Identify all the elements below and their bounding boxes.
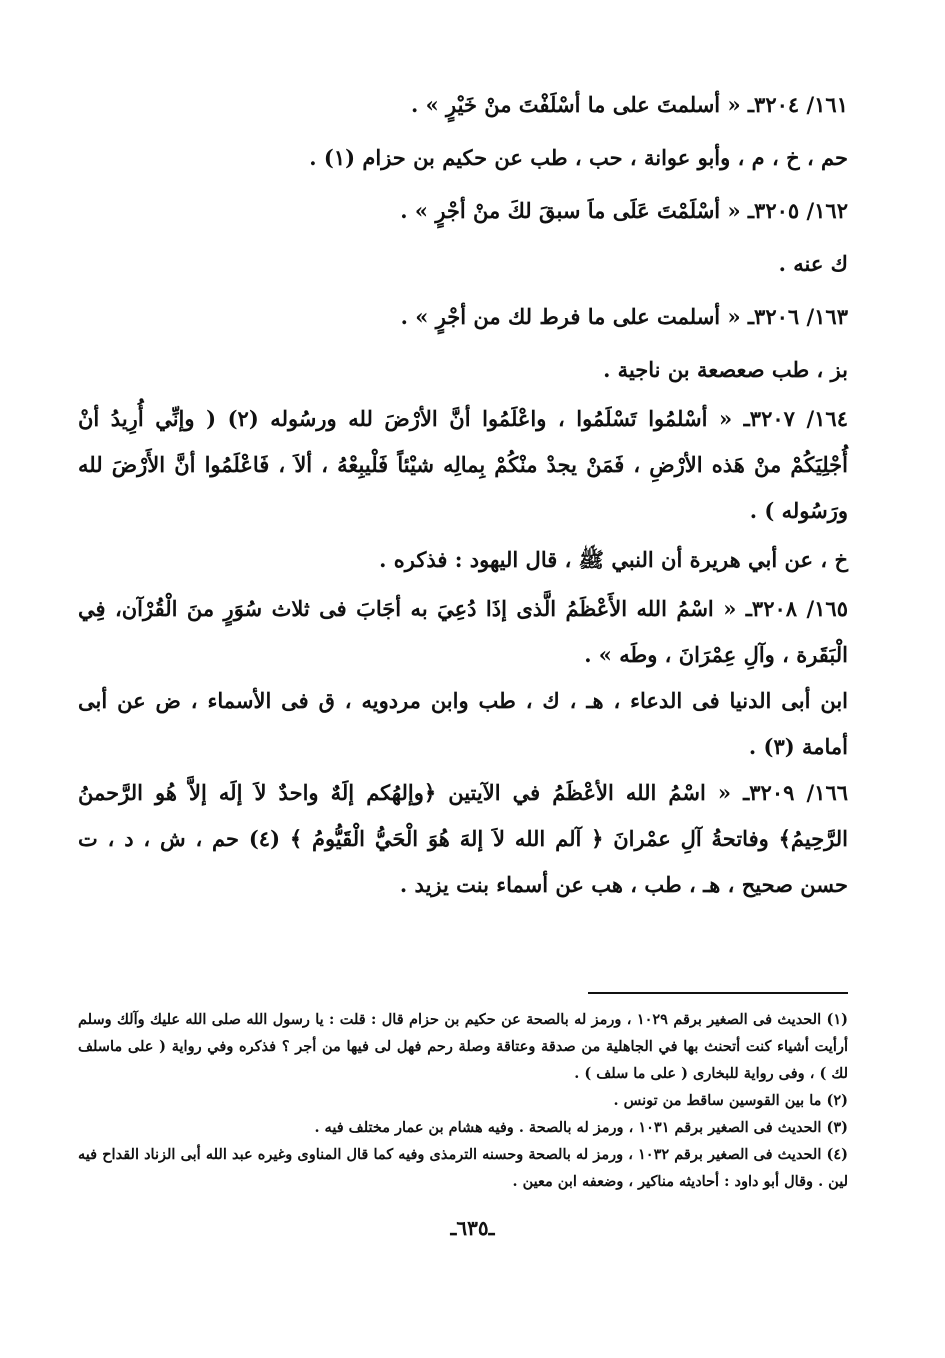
page-number: ـ٦٣٥ـ: [450, 1216, 495, 1240]
hadith-164-text: ١٦٤/ ٣٢٠٧ـ « أسْلمُوا تَسْلَمُوا ، واعْلَمُوا أنَّ الأرْضَ لله ورسُوله (٢) ( وإنِّي أُرِيدُ أنْ أُجْلِيَكُمْ منْ هَذه الأرْضِ ، فَمَنْ يجدْ منْكُمْ بِمالِه شيْئاً فَلْيبِعْهُ ، ألاَ ، فَاعْلَمُوا أنَّ الأَرْضَ لله ورَسُوله ) .: [78, 406, 848, 523]
footnote-2: (٢) ما بين القوسين ساقط من تونس .: [613, 1092, 848, 1109]
hadith-161-text: ١٦١/ ٣٢٠٤ـ « أسلمتَ على ما أسْلَفْتَ منْ خَيْرٍ » .: [410, 92, 848, 117]
hadith-162-text: ١٦٢/ ٣٢٠٥ـ « أسْلَمْتَ عَلَى ماَ سبقَ لكَ منْ أجْرٍ » .: [400, 198, 848, 223]
hadith-163-source: بز ، طب صعصعة بن ناجية .: [603, 357, 848, 382]
hadith-165-source: ابن أبى الدنيا فى الدعاء ، هـ ، ك ، طب وابن مردويه ، ق فى الأسماء ، ض عن أبى أمامة (٣) .: [78, 688, 848, 759]
footnote-4: (٤) الحديث فى الصغير برقم ١٠٣٢ ، ورمز له بالصحة وحسنه الترمذى وفيه كما قال المناوى وغيره عبد الله أبى الزناد القداح فيه لين . وقال أبو داود : أحاديثه مناكير ، وضعفه ابن معين .: [78, 1146, 848, 1190]
footnotes: [78, 1006, 848, 1195]
footnote-3: (٣) الحديث فى الصغير برقم ١٠٣١ ، ورمز له بالصحة . وفيه هشام بن عمار مختلف فيه .: [314, 1119, 848, 1136]
page-body: [78, 78, 849, 1190]
hadith-162-source: ك عنه .: [778, 251, 848, 276]
hadith-165-text: ١٦٥/ ٣٢٠٨ـ « اسْمُ الله الأَعْظَمُ الَّذى إذَا دُعِيَ به أجَابَ فى ثلاث سُوَرٍ منَ الْقُرْآن، فِي الْبَقَرة ، وآلِ عِمْرَانَ ، وطَه » .: [78, 596, 848, 667]
main-text: [78, 78, 848, 908]
hadith-161-source: حم ، خ ، م ، وأبو عوانة ، حب ، طب عن حكيم بن حزام (١) .: [309, 145, 848, 170]
footnote-separator: [588, 992, 848, 994]
hadith-163-text: ١٦٣/ ٣٢٠٦ـ « أسلمت على ما فرط لك من أجْرٍ » .: [400, 304, 848, 329]
hadith-166-text: ١٦٦/ ٣٢٠٩ـ « اسْمُ الله الأعْظَمُ في الآيتين ﴿وإلهُكم إلَهٌ واحدٌ لاَ إلَه إلاَّ هُو الرَّحمنُ الرَّحِيمُ﴾ وفاتحةُ آلِ عمْرانَ ﴿ آلم الله لاَ إلهَ هُوَ الْحَيُّ الْقَيُّومُ ﴾ (٤) حم ، ش ، د ، ت حسن صحيح ، هـ ، طب ، هب عن أسماء بنت يزيد .: [78, 780, 849, 897]
footnote-1: (١) الحديث فى الصغير برقم ١٠٢٩ ، ورمز له بالصحة عن حكيم بن حزام قال : قلت : يا رسول الله صلى الله عليك وآلك وسلم أرأيت أشياء كنت أتحنث بها في الجاهلية من صدقة وعتاقة وصلة رحم فهل لى فيها من أجر ؟ فذكره وفي رواية ( على ماسلف لك ) ، وفى رواية للبخارى ( على ما سلف ) .: [78, 1011, 848, 1082]
hadith-164-source: خ ، عن أبي هريرة أن النبي ﷺ ، قال اليهود : فذكره .: [379, 547, 848, 572]
